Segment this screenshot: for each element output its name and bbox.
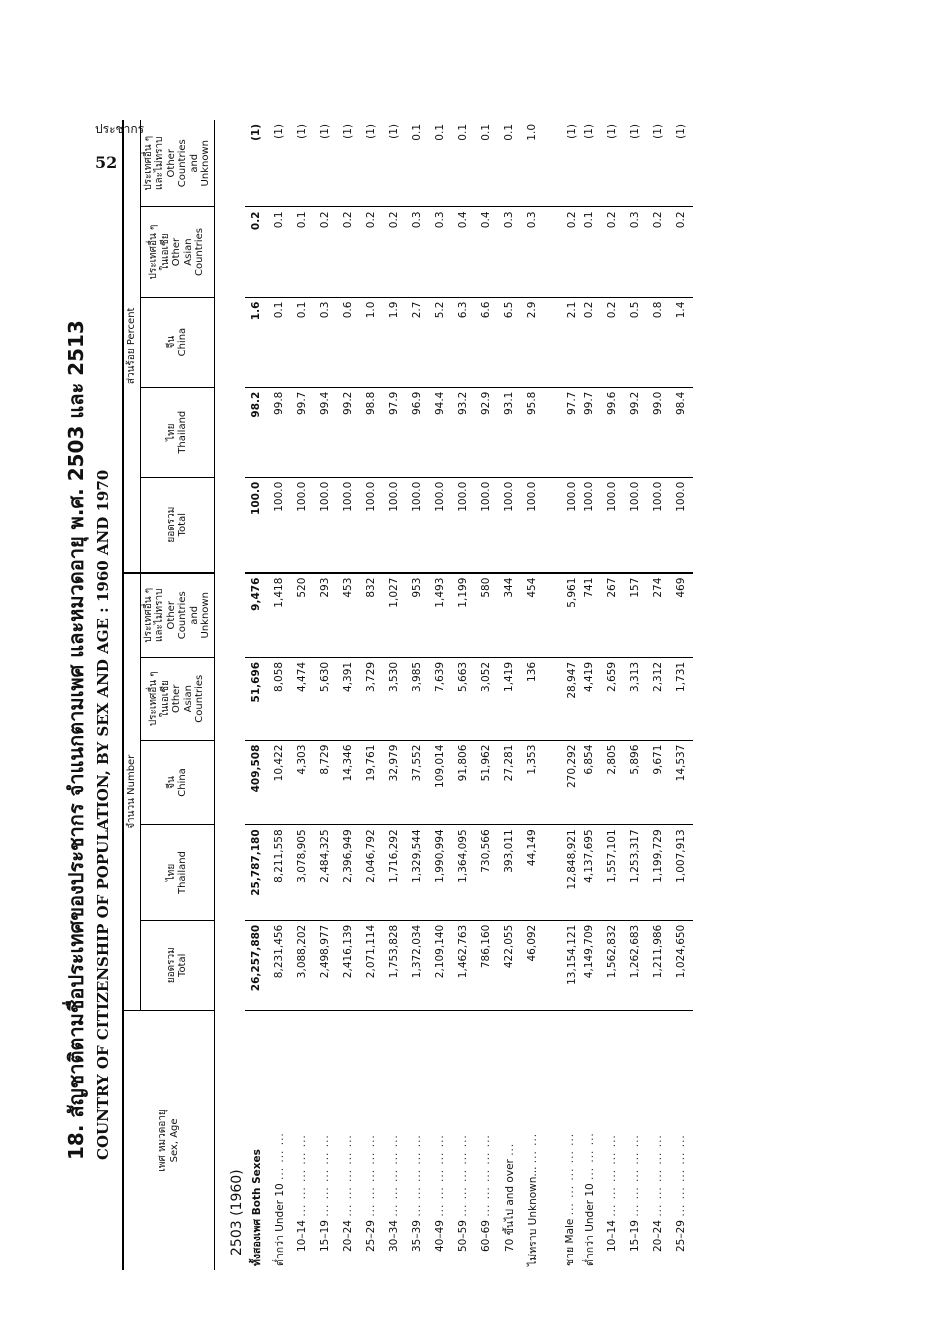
number-cell: 1,731 <box>670 657 693 740</box>
percent-cell: 94.4 <box>429 387 452 477</box>
col-number-other-unknown: ประเทศอื่น ๆ และไม่ทราบ Other Countries and Unknown <box>140 573 214 658</box>
row-label: ต่ำกว่า Under 10 <box>273 1183 286 1266</box>
number-cell: 1,716,292 <box>383 825 406 920</box>
percent-cell: 100.0 <box>544 477 578 572</box>
percent-cell: 1.9 <box>383 297 406 387</box>
percent-cell: 0.2 <box>245 207 268 297</box>
percent-cell: 2.1 <box>544 297 578 387</box>
col-number-thailand: ไทย Thailand <box>140 825 214 920</box>
percent-cell: 0.3 <box>521 207 544 297</box>
percent-cell: 0.1 <box>406 120 429 207</box>
row-label-cell <box>670 1010 693 1270</box>
percent-cell: 0.1 <box>429 120 452 207</box>
percent-cell: (1) <box>245 120 268 207</box>
table-row <box>475 120 498 1270</box>
row-label-cell <box>314 1010 337 1270</box>
leader-dots: ... ... ... ... ... <box>480 1134 492 1217</box>
number-cell: 469 <box>670 573 693 658</box>
number-cell: 8,729 <box>314 740 337 825</box>
leader-dots: ... ... ... ... ... <box>365 1134 377 1217</box>
table-titles <box>60 120 112 1160</box>
row-label: 30–34 <box>388 1220 400 1252</box>
number-cell: 1,562,832 <box>601 920 624 1010</box>
row-label: 10–14 <box>296 1220 308 1252</box>
percent-cell: 100.0 <box>360 477 383 572</box>
number-cell: 832 <box>360 573 383 658</box>
leader-dots: ... ... ... <box>583 1132 596 1180</box>
leader-dots: ... ... ... ... ... <box>457 1134 469 1217</box>
percent-cell: 2.9 <box>521 297 544 387</box>
col-number-other-asian: ประเทศอื่น ๆ ในเอเชีย Other Asian Countries <box>140 657 214 740</box>
row-label-cell <box>337 1010 360 1270</box>
percent-cell: 0.6 <box>337 297 360 387</box>
percent-cell: 100.0 <box>337 477 360 572</box>
number-cell: 1,262,683 <box>624 920 647 1010</box>
number-cell: 2,416,139 <box>337 920 360 1010</box>
number-cell: 26,257,880 <box>245 920 268 1010</box>
row-label: 40–49 <box>434 1220 446 1252</box>
percent-cell: (1) <box>670 120 693 207</box>
percent-cell: 96.9 <box>406 387 429 477</box>
percent-cell: 100.0 <box>521 477 544 572</box>
percent-cell: 0.2 <box>601 207 624 297</box>
number-cell: 2,484,325 <box>314 825 337 920</box>
number-cell: 786,160 <box>475 920 498 1010</box>
number-cell: 3,530 <box>383 657 406 740</box>
table-row <box>429 120 452 1270</box>
number-cell: 1,199 <box>452 573 475 658</box>
number-cell: 157 <box>624 573 647 658</box>
percent-cell: 97.7 <box>544 387 578 477</box>
table-row <box>268 120 291 1270</box>
row-label-cell <box>360 1010 383 1270</box>
number-cell: 8,231,456 <box>268 920 291 1010</box>
number-cell: 4,474 <box>291 657 314 740</box>
row-label-cell <box>544 1010 578 1270</box>
number-cell: 32,979 <box>383 740 406 825</box>
leader-dots: ... ... ... ... ... <box>652 1134 664 1217</box>
col-number-china: จีน China <box>140 740 214 825</box>
number-cell: 46,092 <box>521 920 544 1010</box>
number-cell: 344 <box>498 573 521 658</box>
percent-cell: 0.5 <box>624 297 647 387</box>
rotated-table-page <box>60 120 820 1270</box>
row-label: 50–59 <box>457 1220 469 1252</box>
percent-cell: 98.2 <box>245 387 268 477</box>
number-cell: 2,312 <box>647 657 670 740</box>
percent-cell: 0.2 <box>337 207 360 297</box>
number-cell: 1,007,913 <box>670 825 693 920</box>
number-cell: 1,253,317 <box>624 825 647 920</box>
number-cell: 19,761 <box>360 740 383 825</box>
percent-cell: 100.0 <box>498 477 521 572</box>
row-label: 60–69 <box>480 1220 492 1252</box>
row-label-cell <box>429 1010 452 1270</box>
percent-cell: (1) <box>578 120 601 207</box>
row-label: ต่ำกว่า Under 10 <box>583 1183 596 1266</box>
table-body <box>214 120 693 1270</box>
number-cell: 1,419 <box>498 657 521 740</box>
number-cell: 1,353 <box>521 740 544 825</box>
row-label: ทั้งสองเพศ Both Sexes <box>250 1149 263 1266</box>
number-cell: 2,659 <box>601 657 624 740</box>
number-cell: 1,462,763 <box>452 920 475 1010</box>
row-label-cell <box>578 1010 601 1270</box>
percent-cell: 98.8 <box>360 387 383 477</box>
percent-cell: 0.4 <box>475 207 498 297</box>
percent-cell: 93.2 <box>452 387 475 477</box>
number-cell: 1,024,650 <box>670 920 693 1010</box>
number-cell: 293 <box>314 573 337 658</box>
number-cell: 2,498,977 <box>314 920 337 1010</box>
number-cell: 2,805 <box>601 740 624 825</box>
percent-cell: 0.3 <box>429 207 452 297</box>
page-number: 52 <box>95 153 118 172</box>
leader-dots: ... ... ... ... ... <box>563 1132 576 1216</box>
percent-cell: 0.2 <box>314 207 337 297</box>
percent-cell: 0.2 <box>544 207 578 297</box>
percent-cell: 6.6 <box>475 297 498 387</box>
leader-dots: ... ... ... ... ... <box>388 1134 400 1217</box>
citizenship-table <box>122 120 693 1270</box>
number-cell: 422,055 <box>498 920 521 1010</box>
section-name: ประชากร <box>95 122 145 136</box>
row-label-cell <box>624 1010 647 1270</box>
number-cell: 25,787,180 <box>245 825 268 920</box>
row-label-cell <box>406 1010 429 1270</box>
percent-cell: 93.1 <box>498 387 521 477</box>
number-cell: 13,154,121 <box>544 920 578 1010</box>
leader-dots: ... ... ... <box>273 1132 286 1180</box>
number-cell: 9,671 <box>647 740 670 825</box>
percent-cell: 0.1 <box>452 120 475 207</box>
leader-dots: ... ... ... ... ... <box>296 1134 308 1217</box>
percent-cell: 100.0 <box>268 477 291 572</box>
percent-cell: 0.2 <box>670 207 693 297</box>
col-percent-thailand: ไทย Thailand <box>140 387 214 477</box>
number-cell: 1,364,095 <box>452 825 475 920</box>
stub-header: เพศ หมวดอายุ Sex, Age <box>123 1010 214 1270</box>
col-percent-total: ยอดรวม Total <box>140 477 214 572</box>
number-cell: 8,211,558 <box>268 825 291 920</box>
leader-dots: ... ... <box>526 1132 539 1164</box>
table-row <box>624 120 647 1270</box>
number-cell: 1,329,544 <box>406 825 429 920</box>
number-cell: 14,537 <box>670 740 693 825</box>
percent-cell: (1) <box>383 120 406 207</box>
percent-cell: 0.3 <box>406 207 429 297</box>
percent-cell: 1.0 <box>521 120 544 207</box>
number-cell: 3,052 <box>475 657 498 740</box>
leader-dots: ... ... ... ... ... <box>675 1134 687 1217</box>
percent-cell: 1.4 <box>670 297 693 387</box>
leader-dots: ... <box>503 1142 516 1156</box>
percent-cell: 100.0 <box>578 477 601 572</box>
percent-cell: 92.9 <box>475 387 498 477</box>
number-cell: 9,476 <box>245 573 268 658</box>
leader-dots: ... ... ... ... ... <box>629 1134 641 1217</box>
table-container <box>122 120 693 1270</box>
number-cell: 393,011 <box>498 825 521 920</box>
percent-cell: 100.0 <box>245 477 268 572</box>
percent-cell: 0.2 <box>360 207 383 297</box>
col-number-total: ยอดรวม Total <box>140 920 214 1010</box>
percent-cell: 0.1 <box>475 120 498 207</box>
number-cell: 409,508 <box>245 740 268 825</box>
number-cell: 453 <box>337 573 360 658</box>
percent-cell: 99.2 <box>337 387 360 477</box>
table-row <box>245 120 268 1270</box>
percent-cell: 100.0 <box>601 477 624 572</box>
row-label: 20–24 <box>342 1220 354 1252</box>
number-cell: 953 <box>406 573 429 658</box>
number-cell: 136 <box>521 657 544 740</box>
number-cell: 14,346 <box>337 740 360 825</box>
table-row <box>383 120 406 1270</box>
percent-cell: (1) <box>360 120 383 207</box>
row-label: 15–19 <box>319 1220 331 1252</box>
row-label-cell <box>521 1010 544 1270</box>
percent-cell: (1) <box>268 120 291 207</box>
percent-cell: 99.2 <box>624 387 647 477</box>
number-cell: 2,396,949 <box>337 825 360 920</box>
number-cell: 1,211,986 <box>647 920 670 1010</box>
table-row <box>498 120 521 1270</box>
table-row <box>337 120 360 1270</box>
number-cell: 3,985 <box>406 657 429 740</box>
percent-cell: 0.2 <box>647 207 670 297</box>
row-label-cell <box>268 1010 291 1270</box>
row-label: 35–39 <box>411 1220 423 1252</box>
number-cell: 454 <box>521 573 544 658</box>
number-cell: 267 <box>601 573 624 658</box>
leader-dots: ... ... ... ... ... <box>319 1134 331 1217</box>
percent-cell: (1) <box>624 120 647 207</box>
row-label-cell <box>245 1010 268 1270</box>
percent-cell: 100.0 <box>383 477 406 572</box>
row-label-cell <box>452 1010 475 1270</box>
leader-dots: ... ... ... ... ... <box>434 1134 446 1217</box>
table-row <box>360 120 383 1270</box>
percent-cell: 100.0 <box>406 477 429 572</box>
number-cell: 10,422 <box>268 740 291 825</box>
number-cell: 1,418 <box>268 573 291 658</box>
number-cell: 4,391 <box>337 657 360 740</box>
percent-cell: 100.0 <box>475 477 498 572</box>
number-cell: 44,149 <box>521 825 544 920</box>
leader-dots: ... ... ... ... ... <box>342 1134 354 1217</box>
number-cell: 8,058 <box>268 657 291 740</box>
number-cell: 27,281 <box>498 740 521 825</box>
number-cell: 1,199,729 <box>647 825 670 920</box>
number-cell: 2,109,140 <box>429 920 452 1010</box>
percent-cell: 100.0 <box>314 477 337 572</box>
table-title-english: COUNTRY OF CITIZENSHIP OF POPULATION, BY SEX AND AGE : 1960 AND 1970 <box>94 469 112 1160</box>
table-title-thai: 18. สัญชาติตามชื่อประเทศของประชากร จำแนกตามเพศ และหมวดอายุ พ.ศ. 2503 และ 2513 <box>64 320 88 1160</box>
percent-cell: 0.8 <box>647 297 670 387</box>
percent-cell: 0.1 <box>291 207 314 297</box>
percent-cell: 99.8 <box>268 387 291 477</box>
table-row <box>647 120 670 1270</box>
row-label: 15–19 <box>629 1220 641 1252</box>
percent-cell: 100.0 <box>429 477 452 572</box>
number-cell: 5,961 <box>544 573 578 658</box>
number-cell: 7,639 <box>429 657 452 740</box>
percent-cell: 99.4 <box>314 387 337 477</box>
col-percent-other-asian: ประเทศอื่น ๆ ในเอเชีย Other Asian Countries <box>140 207 214 297</box>
number-cell: 520 <box>291 573 314 658</box>
table-row <box>452 120 475 1270</box>
row-label-cell <box>498 1010 521 1270</box>
number-cell: 37,552 <box>406 740 429 825</box>
percent-cell: 0.1 <box>291 297 314 387</box>
row-label: ไม่ทราบ Unknown... <box>526 1166 539 1266</box>
percent-cell: 0.3 <box>314 297 337 387</box>
percent-cell: 98.4 <box>670 387 693 477</box>
number-cell: 91,806 <box>452 740 475 825</box>
percent-cell: 0.2 <box>383 207 406 297</box>
table-row <box>291 120 314 1270</box>
percent-cell: (1) <box>291 120 314 207</box>
leader-dots: ... ... ... ... ... <box>606 1134 618 1217</box>
table-row <box>670 120 693 1270</box>
table-row <box>544 120 578 1270</box>
number-cell: 51,696 <box>245 657 268 740</box>
number-cell: 109,014 <box>429 740 452 825</box>
percent-cell: 0.3 <box>624 207 647 297</box>
percent-cell: 1.6 <box>245 297 268 387</box>
percent-cell: 100.0 <box>452 477 475 572</box>
table-row <box>406 120 429 1270</box>
number-cell: 1,372,034 <box>406 920 429 1010</box>
leader-dots: ... ... ... ... ... <box>411 1134 423 1217</box>
percent-cell: 0.1 <box>498 120 521 207</box>
row-label: ชาย Male <box>563 1218 576 1266</box>
row-label-cell <box>383 1010 406 1270</box>
row-label: 10–14 <box>606 1220 618 1252</box>
table-row <box>601 120 624 1270</box>
number-cell: 12,848,921 <box>544 825 578 920</box>
percent-cell: 99.7 <box>578 387 601 477</box>
percent-group-header: ส่วนร้อย Percent <box>123 120 140 573</box>
number-cell: 3,729 <box>360 657 383 740</box>
number-group-header: จำนวน Number <box>123 573 140 1011</box>
row-label-cell <box>647 1010 670 1270</box>
number-cell: 274 <box>647 573 670 658</box>
row-label: 25–29 <box>365 1220 377 1252</box>
row-label-cell <box>601 1010 624 1270</box>
row-label-cell <box>291 1010 314 1270</box>
number-cell: 580 <box>475 573 498 658</box>
percent-cell: 99.6 <box>601 387 624 477</box>
percent-cell: (1) <box>314 120 337 207</box>
number-cell: 1,493 <box>429 573 452 658</box>
table-row <box>521 120 544 1270</box>
percent-cell: 6.5 <box>498 297 521 387</box>
percent-cell: 97.9 <box>383 387 406 477</box>
percent-cell: 100.0 <box>624 477 647 572</box>
number-cell: 51,962 <box>475 740 498 825</box>
percent-cell: 100.0 <box>647 477 670 572</box>
number-cell: 741 <box>578 573 601 658</box>
row-label: 20–24 <box>652 1220 664 1252</box>
percent-cell: 6.3 <box>452 297 475 387</box>
number-cell: 5,663 <box>452 657 475 740</box>
percent-cell: 0.3 <box>498 207 521 297</box>
number-cell: 4,137,695 <box>578 825 601 920</box>
percent-cell: 0.4 <box>452 207 475 297</box>
percent-cell: 95.8 <box>521 387 544 477</box>
number-cell: 2,071,114 <box>360 920 383 1010</box>
percent-cell: 0.1 <box>268 297 291 387</box>
number-cell: 1,027 <box>383 573 406 658</box>
percent-cell: 0.2 <box>601 297 624 387</box>
percent-cell: 1.0 <box>360 297 383 387</box>
percent-cell: 99.7 <box>291 387 314 477</box>
number-cell: 28,947 <box>544 657 578 740</box>
table-row <box>314 120 337 1270</box>
percent-cell: 99.0 <box>647 387 670 477</box>
percent-cell: 0.1 <box>578 207 601 297</box>
number-cell: 4,303 <box>291 740 314 825</box>
percent-cell: 0.2 <box>578 297 601 387</box>
number-cell: 1,557,101 <box>601 825 624 920</box>
percent-cell: (1) <box>647 120 670 207</box>
number-cell: 5,896 <box>624 740 647 825</box>
number-cell: 1,753,828 <box>383 920 406 1010</box>
col-percent-other-unknown: ประเทศอื่น ๆ และไม่ทราบ Other Countries and Unknown <box>140 120 214 207</box>
number-cell: 1,990,994 <box>429 825 452 920</box>
row-label: 70 ขึ้นไป and over <box>503 1159 516 1252</box>
percent-cell: (1) <box>337 120 360 207</box>
number-cell: 5,630 <box>314 657 337 740</box>
number-cell: 3,088,202 <box>291 920 314 1010</box>
number-cell: 2,046,792 <box>360 825 383 920</box>
percent-cell: 2.7 <box>406 297 429 387</box>
number-cell: 4,419 <box>578 657 601 740</box>
number-cell: 3,078,905 <box>291 825 314 920</box>
col-percent-china: จีน China <box>140 297 214 387</box>
percent-cell: 0.1 <box>268 207 291 297</box>
table-row <box>578 120 601 1270</box>
percent-cell: (1) <box>544 120 578 207</box>
percent-cell: (1) <box>601 120 624 207</box>
number-cell: 6,854 <box>578 740 601 825</box>
row-label: 25–29 <box>675 1220 687 1252</box>
number-cell: 4,149,709 <box>578 920 601 1010</box>
number-cell: 270,292 <box>544 740 578 825</box>
number-cell: 3,313 <box>624 657 647 740</box>
year-label: 2503 (1960) <box>228 1169 245 1256</box>
row-label-cell <box>475 1010 498 1270</box>
percent-cell: 5.2 <box>429 297 452 387</box>
percent-cell: 100.0 <box>670 477 693 572</box>
number-cell: 730,566 <box>475 825 498 920</box>
percent-cell: 100.0 <box>291 477 314 572</box>
